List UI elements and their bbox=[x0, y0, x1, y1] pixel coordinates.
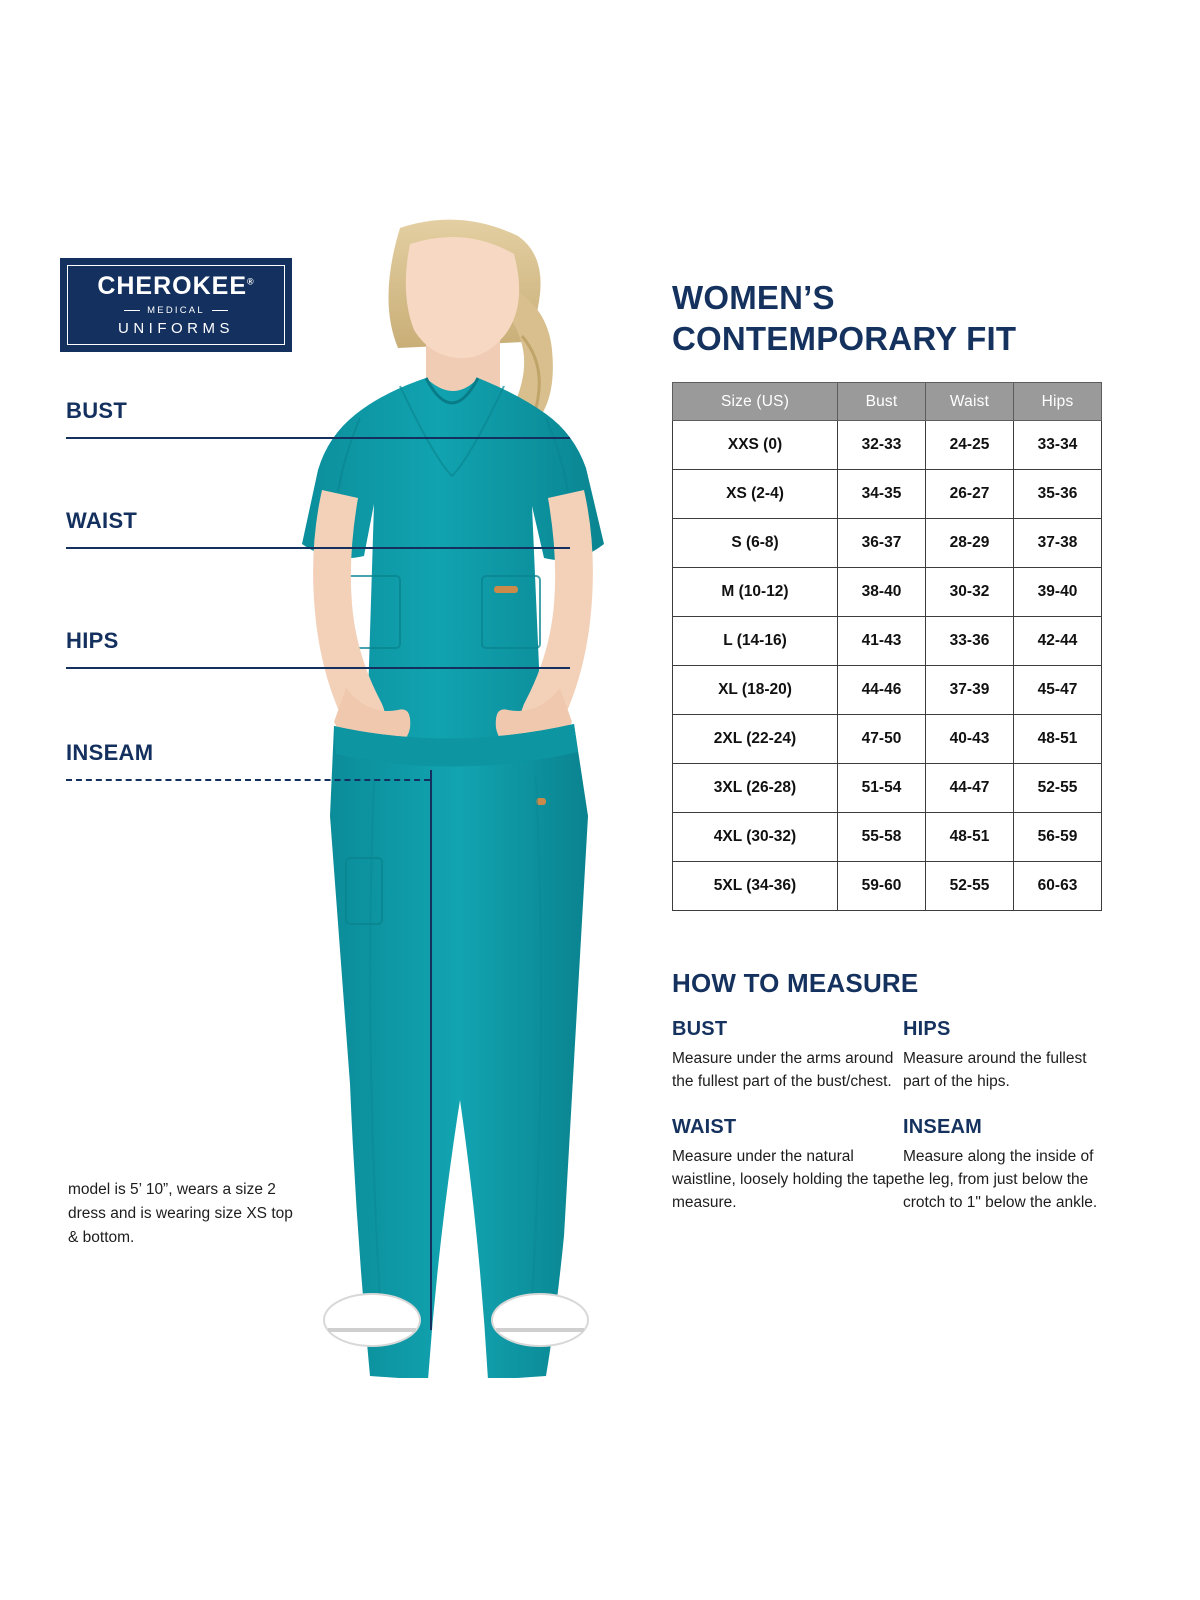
how-item-text: Measure along the inside of the leg, from just below the crotch to 1" below the ankle. bbox=[903, 1147, 1098, 1211]
diagram-label-hips: HIPS bbox=[66, 628, 119, 653]
cell-hips: 60-63 bbox=[1014, 862, 1102, 911]
cell-size: 4XL (30-32) bbox=[673, 813, 838, 862]
cell-bust: 36-37 bbox=[838, 519, 926, 568]
diagram-label-waist: WAIST bbox=[66, 508, 138, 533]
table-row bbox=[673, 519, 1102, 568]
brand-uniforms-text: UNIFORMS bbox=[118, 319, 234, 337]
how-to-measure-item-inseam bbox=[903, 1116, 1102, 1215]
how-to-measure-title: HOW TO MEASURE bbox=[672, 968, 919, 998]
brand-medical-line bbox=[124, 305, 228, 316]
how-to-measure-grid bbox=[672, 1018, 1102, 1214]
size-chart-table bbox=[672, 382, 1102, 911]
diagram-label-inseam: INSEAM bbox=[66, 740, 154, 765]
how-to-measure-item-waist bbox=[672, 1116, 903, 1215]
cell-waist: 48-51 bbox=[926, 813, 1014, 862]
cell-hips: 45-47 bbox=[1014, 666, 1102, 715]
cell-size: 3XL (26-28) bbox=[673, 764, 838, 813]
cell-bust: 44-46 bbox=[838, 666, 926, 715]
cell-size: S (6-8) bbox=[673, 519, 838, 568]
cell-size: XL (18-20) bbox=[673, 666, 838, 715]
model-note: model is 5’ 10”, wears a size 2 dress and is wearing size XS top & bottom. bbox=[68, 1181, 293, 1247]
table-row bbox=[673, 421, 1102, 470]
page-title-line1: WOMEN’S bbox=[672, 279, 835, 316]
brand-name-text: CHEROKEE bbox=[97, 271, 248, 300]
cell-hips: 52-55 bbox=[1014, 764, 1102, 813]
cell-size: M (10-12) bbox=[673, 568, 838, 617]
table-row bbox=[673, 617, 1102, 666]
cell-waist: 40-43 bbox=[926, 715, 1014, 764]
dash-right-icon bbox=[212, 310, 228, 311]
table-row bbox=[673, 813, 1102, 862]
cell-hips: 33-34 bbox=[1014, 421, 1102, 470]
brand-medical-text: MEDICAL bbox=[147, 304, 205, 316]
cell-waist: 37-39 bbox=[926, 666, 1014, 715]
cell-waist: 44-47 bbox=[926, 764, 1014, 813]
cell-hips: 48-51 bbox=[1014, 715, 1102, 764]
cell-bust: 59-60 bbox=[838, 862, 926, 911]
how-item-label: WAIST bbox=[672, 1115, 737, 1138]
cell-bust: 34-35 bbox=[838, 470, 926, 519]
diagram-line-waist bbox=[66, 547, 570, 549]
model-svg bbox=[250, 218, 670, 1378]
page-title-line2: CONTEMPORARY FIT bbox=[672, 319, 1017, 357]
cell-hips: 37-38 bbox=[1014, 519, 1102, 568]
page-title bbox=[672, 278, 1016, 359]
cell-waist: 28-29 bbox=[926, 519, 1014, 568]
cell-size: 2XL (22-24) bbox=[673, 715, 838, 764]
cell-bust: 41-43 bbox=[838, 617, 926, 666]
how-item-text: Measure under the arms around the fullest part of the bust/chest. bbox=[672, 1050, 894, 1091]
how-item-label: BUST bbox=[672, 1018, 728, 1040]
cell-bust: 47-50 bbox=[838, 715, 926, 764]
column-header-hips: Hips bbox=[1014, 383, 1102, 421]
diagram-line-bust bbox=[66, 437, 570, 439]
column-header-size: Size (US) bbox=[673, 383, 838, 421]
registered-mark-icon: ® bbox=[247, 276, 255, 287]
table-row bbox=[673, 715, 1102, 764]
cell-hips: 35-36 bbox=[1014, 470, 1102, 519]
how-to-measure-item-hips bbox=[903, 1018, 1102, 1094]
cell-size: L (14-16) bbox=[673, 617, 838, 666]
model-illustration bbox=[250, 218, 670, 1378]
how-item-text: Measure around the fullest part of the hips. bbox=[903, 1050, 1087, 1091]
inseam-vertical-line bbox=[430, 770, 432, 1330]
how-to-measure-item-bust bbox=[672, 1018, 903, 1094]
cell-bust: 51-54 bbox=[838, 764, 926, 813]
table-header-row bbox=[673, 383, 1102, 421]
table-body bbox=[673, 421, 1102, 911]
table-row bbox=[673, 666, 1102, 715]
cell-hips: 39-40 bbox=[1014, 568, 1102, 617]
diagram-label-bust: BUST bbox=[66, 398, 128, 423]
diagram-line-hips bbox=[66, 667, 570, 669]
how-item-text: Measure under the natural waistline, loosely holding the tape measure. bbox=[672, 1147, 903, 1211]
cell-waist: 52-55 bbox=[926, 862, 1014, 911]
table-row bbox=[673, 764, 1102, 813]
dash-left-icon bbox=[124, 310, 140, 311]
cell-waist: 26-27 bbox=[926, 470, 1014, 519]
cell-size: 5XL (34-36) bbox=[673, 862, 838, 911]
cell-bust: 55-58 bbox=[838, 813, 926, 862]
column-header-waist: Waist bbox=[926, 383, 1014, 421]
cell-bust: 38-40 bbox=[838, 568, 926, 617]
table-row bbox=[673, 862, 1102, 911]
cell-waist: 33-36 bbox=[926, 617, 1014, 666]
cell-size: XXS (0) bbox=[673, 421, 838, 470]
cell-waist: 24-25 bbox=[926, 421, 1014, 470]
how-item-label: HIPS bbox=[903, 1018, 951, 1040]
cell-waist: 30-32 bbox=[926, 568, 1014, 617]
how-item-label: INSEAM bbox=[903, 1115, 982, 1138]
diagram-line-inseam bbox=[66, 779, 430, 781]
cell-bust: 32-33 bbox=[838, 421, 926, 470]
brand-name bbox=[97, 271, 255, 300]
cell-hips: 56-59 bbox=[1014, 813, 1102, 862]
cell-size: XS (2-4) bbox=[673, 470, 838, 519]
cell-hips: 42-44 bbox=[1014, 617, 1102, 666]
table-row bbox=[673, 470, 1102, 519]
table-row bbox=[673, 568, 1102, 617]
column-header-bust: Bust bbox=[838, 383, 926, 421]
